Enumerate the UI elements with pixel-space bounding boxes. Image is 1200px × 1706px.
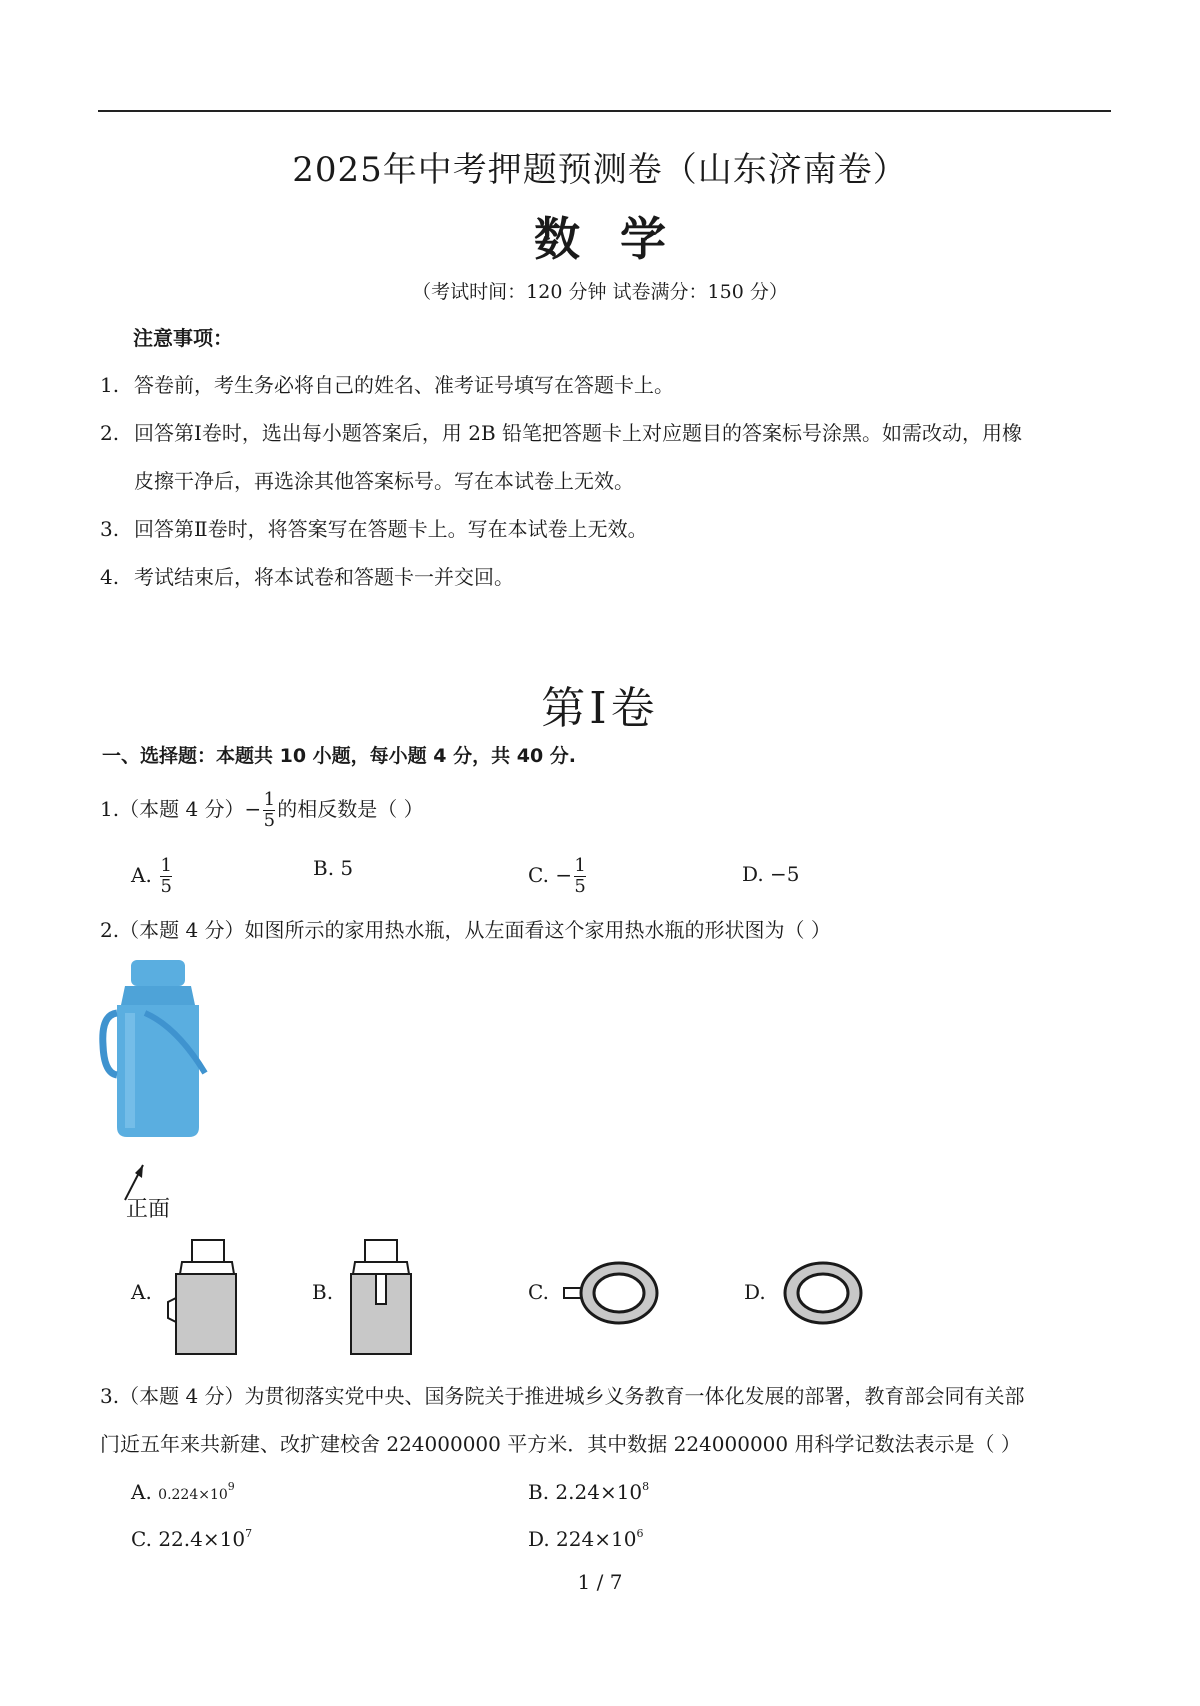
minus-sign: − xyxy=(244,797,262,821)
cap-outline xyxy=(365,1240,397,1262)
option-label: A. xyxy=(131,863,152,887)
option-label: C. xyxy=(131,1527,152,1551)
q2-option-a-figure[interactable] xyxy=(162,1238,242,1358)
notice-number: 1. xyxy=(100,373,120,397)
section-title: 第Ⅰ卷 xyxy=(541,683,659,734)
part-heading: 一、选择题：本题共 10 小题，每小题 4 分，共 40 分. xyxy=(102,745,577,767)
exam-title: 2025年中考押题预测卷（山东济南卷） xyxy=(292,150,908,190)
q1-option-c[interactable] xyxy=(528,856,588,897)
option-label: A. xyxy=(131,1480,152,1504)
q2-option-a-label[interactable]: A. xyxy=(131,1280,152,1304)
option-label: C. xyxy=(528,863,549,887)
question-1 xyxy=(100,790,424,831)
subject-title: 数学 xyxy=(534,212,706,266)
q2-option-c-figure[interactable] xyxy=(562,1258,662,1328)
header-rule xyxy=(98,110,1111,112)
option-value: −5 xyxy=(770,862,800,886)
q2-option-d-label[interactable]: D. xyxy=(744,1280,766,1304)
q3-option-b[interactable] xyxy=(528,1480,649,1504)
notice-item-1 xyxy=(100,373,674,397)
thermos-side-handle xyxy=(103,1013,117,1075)
option-value: 224×10 xyxy=(556,1527,637,1551)
q2-option-b-figure[interactable] xyxy=(345,1238,415,1358)
notice-text: 回答第Ⅰ卷时，选出每小题答案后，用 2B 铅笔把答题卡上对应题目的答案标号涂黑。如需改动，用橡 xyxy=(134,421,1023,445)
exponent: 7 xyxy=(245,1527,253,1540)
q3-option-d[interactable] xyxy=(528,1527,643,1551)
q3-option-c[interactable] xyxy=(131,1527,252,1551)
fraction-numerator: 1 xyxy=(574,855,586,876)
q2-option-c-label[interactable]: C. xyxy=(528,1280,549,1304)
exponent: 6 xyxy=(636,1527,644,1540)
option-value: 0.224×10 xyxy=(158,1487,228,1503)
notice-number: 2. xyxy=(100,421,120,445)
question-3: 3.（本题 4 分）为贯彻落实党中央、国务院关于推进城乡义务教育一体化发展的部署，教育部会同有关部 xyxy=(100,1384,1025,1408)
q1-option-b[interactable] xyxy=(313,856,353,880)
notice-item-4 xyxy=(100,565,514,589)
notice-text: 考试结束后，将本试卷和答题卡一并交回。 xyxy=(134,565,514,589)
fraction-denominator: 5 xyxy=(263,810,276,831)
notice-number: 4. xyxy=(100,565,120,589)
fraction xyxy=(263,790,275,831)
notice-text: 答卷前，考生务必将自己的姓名、准考证号填写在答题卡上。 xyxy=(134,373,674,397)
inner-ring xyxy=(798,1274,848,1312)
q2-option-b-label[interactable]: B. xyxy=(312,1280,334,1304)
fraction xyxy=(160,856,172,897)
notice-item-2-continued: 皮擦干净后，再选涂其他答案标号。写在本试卷上无效。 xyxy=(134,469,634,493)
fraction xyxy=(574,856,586,897)
notice-text: 回答第Ⅱ卷时，将答案写在答题卡上。写在本试卷上无效。 xyxy=(134,517,648,541)
cap-outline xyxy=(192,1240,224,1262)
q1-option-d[interactable] xyxy=(742,862,800,886)
option-value: 2.24×10 xyxy=(555,1480,643,1504)
question-prefix: 1.（本题 4 分） xyxy=(100,797,245,821)
question-3-continued: 门近五年来共新建、改扩建校舍 224000000 平方米．其中数据 224000000 用科学记数法表示是（ ） xyxy=(100,1432,1021,1456)
option-value: 5 xyxy=(340,856,354,880)
fraction-numerator: 1 xyxy=(263,789,276,810)
option-label: B. xyxy=(528,1480,550,1504)
exponent: 8 xyxy=(642,1480,650,1493)
notice-item-3 xyxy=(100,517,648,541)
shoulder-outline xyxy=(180,1262,234,1274)
notice-heading: 注意事项： xyxy=(133,326,233,350)
option-value: 22.4×10 xyxy=(158,1527,246,1551)
thermos-highlight xyxy=(125,1013,135,1128)
shoulder-outline xyxy=(353,1262,409,1274)
option-label: D. xyxy=(742,862,764,886)
question-2: 2.（本题 4 分）如图所示的家用热水瓶，从左面看这个家用热水瓶的形状图为（ ） xyxy=(100,918,831,942)
option-label: D. xyxy=(528,1527,550,1551)
thermos-figure xyxy=(95,955,225,1215)
thermos-cap xyxy=(131,960,185,986)
q2-option-d-figure[interactable] xyxy=(778,1258,868,1328)
handle-outline xyxy=(376,1274,386,1304)
minus-sign: − xyxy=(555,863,573,887)
inner-ring xyxy=(594,1274,644,1312)
notice-item-2 xyxy=(100,421,1022,445)
exponent: 9 xyxy=(227,1480,235,1493)
q3-option-a[interactable] xyxy=(131,1480,235,1507)
option-label: B. xyxy=(313,856,335,880)
exam-info: （考试时间：120 分钟 试卷满分：150 分） xyxy=(412,281,788,303)
q1-option-a[interactable] xyxy=(131,856,174,897)
fraction-denominator: 5 xyxy=(574,876,586,897)
thermos-shoulder xyxy=(121,986,195,1005)
body-outline xyxy=(176,1274,236,1354)
notice-number: 3. xyxy=(100,517,120,541)
page-number: 1 / 7 xyxy=(577,1570,623,1594)
fraction-denominator: 5 xyxy=(160,876,172,897)
handle-outline xyxy=(168,1298,176,1322)
fraction-numerator: 1 xyxy=(160,855,172,876)
question-suffix: 的相反数是（ ） xyxy=(277,797,424,821)
front-label: 正面 xyxy=(126,1197,171,1222)
